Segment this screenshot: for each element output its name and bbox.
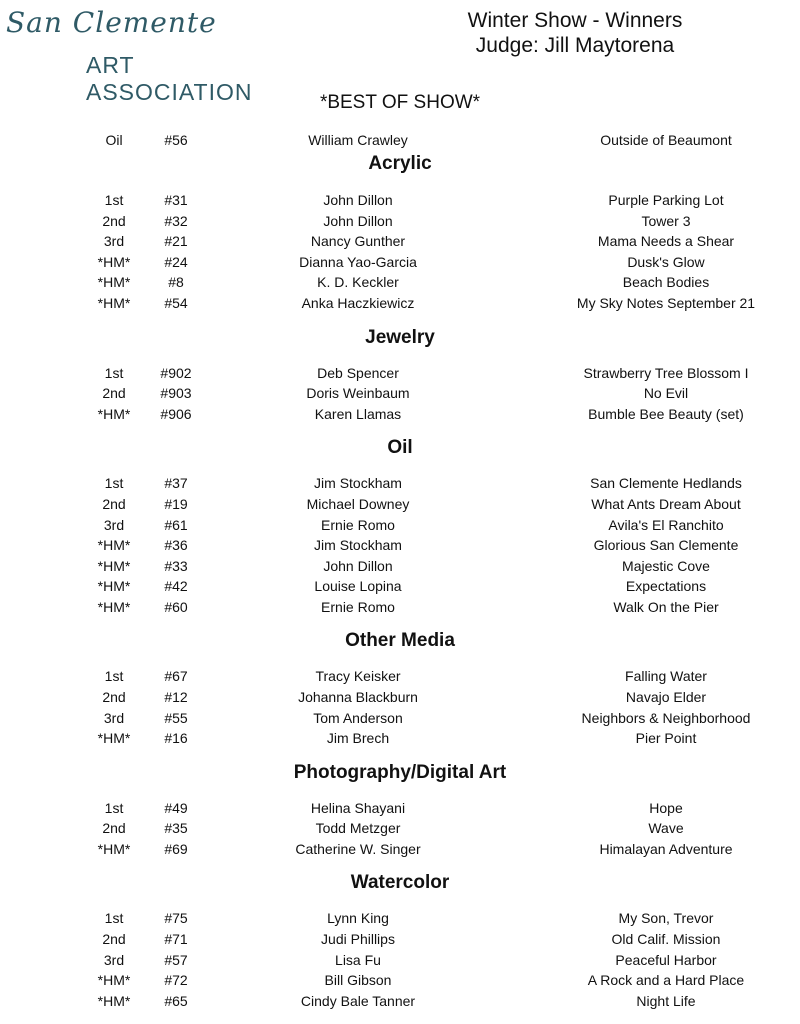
- entry-place: 2nd: [102, 820, 126, 836]
- entry-artist: John Dillon: [323, 192, 393, 208]
- entry-artist: Jim Stockham: [314, 537, 402, 553]
- entry-place: 1st: [104, 475, 124, 491]
- entry-number: #903: [160, 385, 192, 401]
- entry-place: 3rd: [103, 517, 125, 533]
- entry-number: #61: [164, 517, 188, 533]
- entry-title: Navajo Elder: [625, 689, 707, 705]
- entry-place: 1st: [104, 668, 124, 684]
- entry-title: Night Life: [636, 993, 696, 1009]
- entry-number: #21: [164, 233, 188, 249]
- entry-title: Outside of Beaumont: [600, 132, 732, 148]
- winner-row: [0, 383, 800, 403]
- entry-place: 3rd: [103, 710, 125, 726]
- entry-place: 3rd: [103, 233, 125, 249]
- entry-number: #75: [164, 910, 188, 926]
- entry-artist: Lisa Fu: [335, 952, 381, 968]
- winner-row: [0, 576, 800, 596]
- entry-title: What Ants Dream About: [591, 496, 741, 512]
- best-of-show-heading: *BEST OF SHOW*: [319, 92, 481, 113]
- entry-artist: Tracy Keisker: [315, 668, 401, 684]
- category-heading: Photography/Digital Art: [293, 762, 507, 783]
- category-heading: Watercolor: [350, 872, 450, 893]
- association-logo: [4, 6, 304, 105]
- entry-number: #37: [164, 475, 188, 491]
- entry-place: 1st: [104, 800, 124, 816]
- entry-artist: Dianna Yao-Garcia: [299, 254, 417, 270]
- entry-artist: Ernie Romo: [321, 599, 395, 615]
- entry-title: San Clemente Hedlands: [590, 475, 742, 491]
- entry-number: #67: [164, 668, 188, 684]
- entry-artist: Anka Haczkiewicz: [301, 295, 415, 311]
- entry-place: *HM*: [97, 295, 131, 311]
- entry-title: Falling Water: [625, 668, 707, 684]
- entry-number: #8: [168, 274, 184, 290]
- entry-title: Wave: [648, 820, 684, 836]
- winner-row: [0, 728, 800, 748]
- entry-title: Avila's El Ranchito: [608, 517, 724, 533]
- winner-row: [0, 404, 800, 424]
- entry-title: Peaceful Harbor: [615, 952, 717, 968]
- entry-title: No Evil: [643, 385, 689, 401]
- winner-row: [0, 363, 800, 383]
- entry-artist: Catherine W. Singer: [295, 841, 421, 857]
- judge-line: Judge: Jill Maytorena: [475, 34, 675, 57]
- entry-place: *HM*: [97, 972, 131, 988]
- entry-title: Majestic Cove: [622, 558, 710, 574]
- winner-row: [0, 970, 800, 990]
- winner-row: [0, 839, 800, 859]
- winner-row: [0, 515, 800, 535]
- entry-number: #12: [164, 689, 188, 705]
- winner-row: [0, 991, 800, 1011]
- entry-place: 2nd: [102, 385, 126, 401]
- category-heading: Jewelry: [365, 327, 435, 348]
- entry-place: 3rd: [103, 952, 125, 968]
- winner-row: [0, 950, 800, 970]
- entry-place: *HM*: [97, 599, 131, 615]
- entry-artist: Doris Weinbaum: [306, 385, 410, 401]
- entry-number: #906: [160, 406, 192, 422]
- entry-place: 1st: [104, 365, 124, 381]
- winner-row: [0, 556, 800, 576]
- entry-place: 2nd: [102, 213, 126, 229]
- entry-number: #31: [164, 192, 188, 208]
- entry-number: #56: [164, 132, 188, 148]
- winner-row: [0, 535, 800, 555]
- entry-place: 2nd: [102, 496, 126, 512]
- entry-number: #60: [164, 599, 188, 615]
- winner-row: [0, 818, 800, 838]
- entry-artist: Tom Anderson: [313, 710, 403, 726]
- entry-artist: John Dillon: [323, 558, 393, 574]
- entry-place: *HM*: [97, 406, 131, 422]
- entry-place: *HM*: [97, 578, 131, 594]
- entry-place: *HM*: [97, 254, 131, 270]
- entry-place: *HM*: [97, 537, 131, 553]
- entry-title: Hope: [649, 800, 683, 816]
- entry-title: Dusk's Glow: [627, 254, 705, 270]
- winner-row: [0, 293, 800, 313]
- entry-title: Tower 3: [641, 213, 691, 229]
- winner-row: [0, 473, 800, 493]
- entry-artist: K. D. Keckler: [317, 274, 399, 290]
- entry-title: Pier Point: [635, 730, 697, 746]
- entry-number: #36: [164, 537, 188, 553]
- entry-number: #69: [164, 841, 188, 857]
- entry-place: *HM*: [97, 274, 131, 290]
- entry-number: #24: [164, 254, 188, 270]
- entry-artist: John Dillon: [323, 213, 393, 229]
- entry-artist: William Crawley: [308, 132, 408, 148]
- entry-title: My Son, Trevor: [618, 910, 714, 926]
- entry-number: #72: [164, 972, 188, 988]
- entry-number: #32: [164, 213, 188, 229]
- entry-title: Bumble Bee Beauty (set): [588, 406, 744, 422]
- best-of-show-row: [0, 130, 800, 150]
- entry-artist: Karen Llamas: [314, 406, 402, 422]
- entry-title: Beach Bodies: [622, 274, 710, 290]
- entry-title: Expectations: [625, 578, 707, 594]
- entry-artist: Jim Stockham: [314, 475, 402, 491]
- entry-title: Strawberry Tree Blossom I: [583, 365, 749, 381]
- entry-artist: Louise Lopina: [314, 578, 402, 594]
- entry-title: Purple Parking Lot: [608, 192, 724, 208]
- entry-place: *HM*: [97, 993, 131, 1009]
- winner-row: [0, 252, 800, 272]
- winner-row: [0, 494, 800, 514]
- entry-place: *HM*: [97, 841, 131, 857]
- logo-association-text: ART ASSOCIATION: [86, 52, 253, 105]
- entry-artist: Michael Downey: [306, 496, 410, 512]
- entry-title: Walk On the Pier: [613, 599, 719, 615]
- entry-artist: Nancy Gunther: [310, 233, 406, 249]
- entry-artist: Johanna Blackburn: [298, 689, 418, 705]
- entry-artist: Helina Shayani: [310, 800, 406, 816]
- entry-number: #16: [164, 730, 188, 746]
- entry-number: #65: [164, 993, 188, 1009]
- entry-number: #54: [164, 295, 188, 311]
- entry-artist: Deb Spencer: [317, 365, 399, 381]
- entry-artist: Todd Metzger: [315, 820, 401, 836]
- entry-number: #71: [164, 931, 188, 947]
- entry-place: 1st: [104, 192, 124, 208]
- category-heading: Oil: [387, 437, 413, 458]
- entry-number: #57: [164, 952, 188, 968]
- entry-title: Neighbors & Neighborhood: [581, 710, 751, 726]
- entry-place: 2nd: [102, 931, 126, 947]
- entry-artist: Bill Gibson: [324, 972, 392, 988]
- winner-row: [0, 666, 800, 686]
- entry-place: *HM*: [97, 730, 131, 746]
- logo-script-text: San Clemente: [6, 6, 217, 39]
- entry-title: My Sky Notes September 21: [576, 295, 756, 311]
- winner-row: [0, 798, 800, 818]
- entry-title: Glorious San Clemente: [593, 537, 739, 553]
- entry-artist: Lynn King: [327, 910, 389, 926]
- entry-number: #33: [164, 558, 188, 574]
- winner-row: [0, 929, 800, 949]
- entry-number: #49: [164, 800, 188, 816]
- entry-number: #902: [160, 365, 192, 381]
- entry-place: *HM*: [97, 558, 131, 574]
- entry-artist: Cindy Bale Tanner: [300, 993, 416, 1009]
- entry-title: Himalayan Adventure: [599, 841, 733, 857]
- winner-row: [0, 231, 800, 251]
- entry-number: #42: [164, 578, 188, 594]
- category-heading: Acrylic: [368, 153, 432, 174]
- entry-title: A Rock and a Hard Place: [587, 972, 745, 988]
- entry-artist: Jim Brech: [326, 730, 390, 746]
- category-heading: Other Media: [345, 630, 455, 651]
- entry-place: Oil: [105, 132, 123, 148]
- entry-title: Mama Needs a Shear: [597, 233, 735, 249]
- entry-number: #55: [164, 710, 188, 726]
- winner-row: [0, 211, 800, 231]
- winner-row: [0, 597, 800, 617]
- page-title: Winter Show - Winners: [467, 9, 683, 32]
- winner-row: [0, 687, 800, 707]
- page-header: [440, 8, 710, 58]
- entry-title: Old Calif. Mission: [611, 931, 721, 947]
- winner-row: [0, 708, 800, 728]
- entry-artist: Judi Phillips: [321, 931, 395, 947]
- winner-row: [0, 908, 800, 928]
- entry-artist: Ernie Romo: [321, 517, 395, 533]
- entry-number: #35: [164, 820, 188, 836]
- winner-row: [0, 272, 800, 292]
- entry-number: #19: [164, 496, 188, 512]
- winner-row: [0, 190, 800, 210]
- entry-place: 2nd: [102, 689, 126, 705]
- entry-place: 1st: [104, 910, 124, 926]
